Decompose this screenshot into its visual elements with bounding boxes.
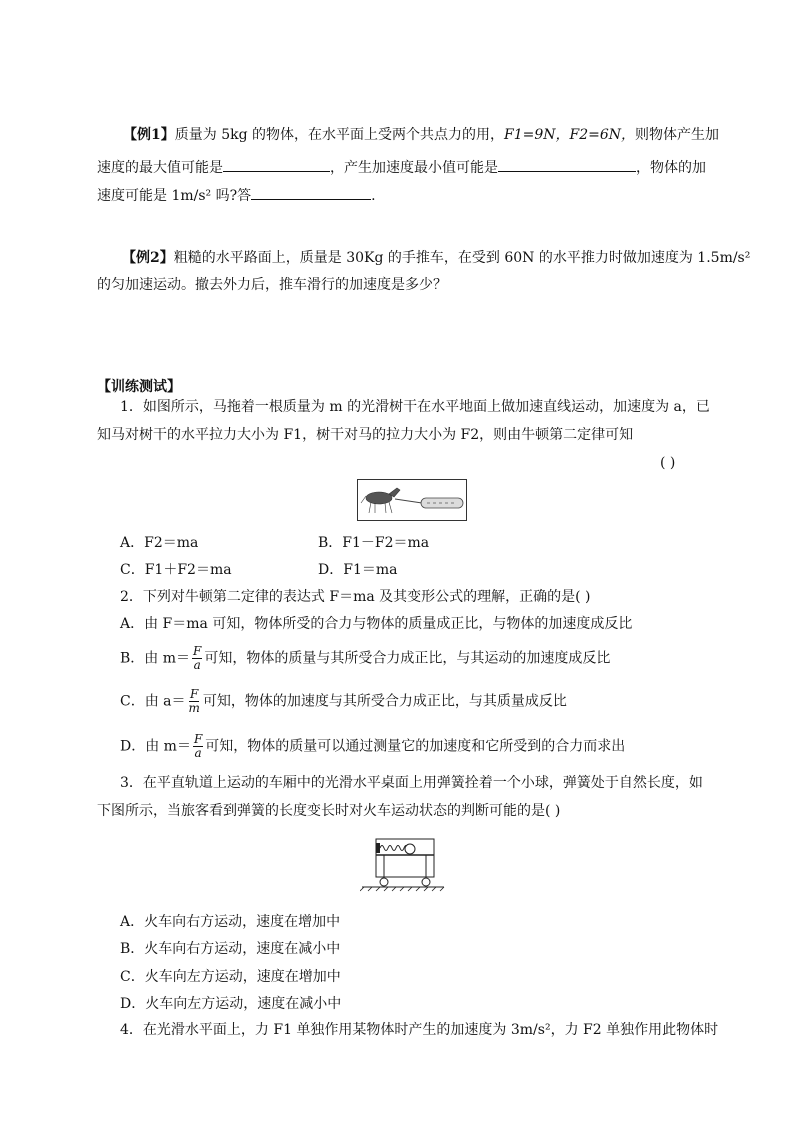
- example1-text3: 速度的最大值可能是: [97, 160, 223, 176]
- q2-option-a[interactable]: A．由 F＝ma 可知，物体所受的合力与物体的质量成正比，与物体的加速度成反比: [120, 616, 633, 632]
- q1-option-a[interactable]: A．F2＝ma: [120, 535, 199, 551]
- q2-option-d[interactable]: [120, 733, 625, 760]
- q2-option-c-post: 可知，物体的加速度与其所受合力成正比，与其质量成反比: [202, 693, 567, 710]
- example1-line3: [97, 185, 376, 203]
- q1-answer-bracket[interactable]: ( ): [660, 455, 676, 471]
- example1-text6: 速度可能是 1m/s² 吗?答: [97, 188, 252, 204]
- example1-text4: ，产生加速度最小值可能是: [330, 160, 498, 176]
- q3-option-c[interactable]: C．火车向左方运动，速度在增加中: [120, 969, 341, 985]
- fraction-f-over-m: $\frac{F}{m}$: [188, 687, 200, 715]
- q1-option-c[interactable]: C．F1＋F2＝ma: [120, 562, 232, 578]
- train-spring-figure: [360, 837, 446, 892]
- q2-option-b[interactable]: [120, 645, 610, 672]
- answer-blank-max[interactable]: [223, 157, 330, 172]
- q1-option-b[interactable]: B．F1－F2＝ma: [318, 535, 430, 551]
- q2-option-b-pre: B．由 m＝: [120, 650, 191, 667]
- q3-option-b[interactable]: B．火车向右方运动，速度在减小中: [120, 941, 341, 957]
- example1-tag: 【例1】: [123, 127, 175, 143]
- q2-option-c[interactable]: [120, 688, 567, 715]
- example1-end: .: [371, 188, 376, 204]
- fraction-f-over-a: $\frac{F}{a}$: [193, 644, 202, 672]
- example2-tag: 【例2】: [122, 250, 174, 266]
- q3-option-d[interactable]: D．火车向左方运动，速度在减小中: [120, 996, 342, 1012]
- example1-text1: 质量为 5kg 的物体，在水平面上受两个共点力的用，: [174, 127, 505, 143]
- q2-stem: 2．下列对牛顿第二定律的表达式 F＝ma 及其变形公式的理解，正确的是( ): [120, 589, 591, 605]
- example2-line1-text: 粗糙的水平路面上，质量是 30Kg 的手推车，在受到 60N 的水平推力时做加速度为 1.5m/s²: [173, 250, 751, 266]
- answer-blank-min[interactable]: [498, 157, 636, 172]
- horse-log-figure: [357, 479, 467, 521]
- wheel-icon: [380, 878, 388, 886]
- example1-f2: F2=6N，: [569, 127, 636, 143]
- q3-line1: 3．在平直轨道上运动的车厢中的光滑水平桌面上用弹簧拴着一个小球，弹簧处于自然长度，如: [120, 775, 703, 791]
- q3-option-a[interactable]: A．火车向右方运动，速度在增加中: [120, 914, 341, 930]
- q2-option-b-post: 可知，物体的质量与其所受合力成正比，与其运动的加速度成反比: [204, 650, 611, 667]
- example1-line1: [123, 128, 719, 142]
- log-icon: [421, 498, 463, 508]
- q1-line2: 知马对树干的水平拉力大小为 F1，树干对马的拉力大小为 F2，则由牛顿第二定律可知: [97, 427, 634, 443]
- fraction-f-over-a: $\frac{F}{a}$: [193, 732, 203, 760]
- q3-line2: 下图所示，当旅客看到弹簧的长度变长时对火车运动状态的判断可能的是( ): [97, 803, 561, 819]
- example1-text5: ，物体的加: [636, 160, 706, 176]
- q1-line1: 1．如图所示，马拖着一根质量为 m 的光滑树干在水平地面上做加速直线运动，加速度为 a，已: [120, 399, 710, 415]
- example1-line2: [97, 157, 706, 175]
- q4-line1: 4．在光滑水平面上，力 F1 单独作用某物体时产生的加速度为 3m/s²，力 F2 单独作用此物体时: [120, 1022, 719, 1038]
- example2-line2: 的匀加速运动。撤去外力后，推车滑行的加速度是多少？: [97, 277, 447, 293]
- example1-f1: F1=9N，: [504, 127, 570, 143]
- q1-option-d[interactable]: D．F1＝ma: [318, 562, 398, 578]
- answer-blank-yesno[interactable]: [251, 185, 371, 200]
- example1-text2: 则物体产生加: [635, 127, 720, 143]
- q2-option-c-pre: C．由 a＝: [120, 693, 186, 710]
- q2-option-d-pre: D．由 m＝: [120, 738, 191, 755]
- example2-line1: [122, 251, 750, 265]
- q2-option-d-post: 可知，物体的质量可以通过测量它的加速度和它所受到的合力而求出: [205, 738, 626, 755]
- ball-icon: [405, 844, 415, 854]
- wheel-icon: [422, 878, 430, 886]
- section-title: 【训练测试】: [97, 379, 181, 395]
